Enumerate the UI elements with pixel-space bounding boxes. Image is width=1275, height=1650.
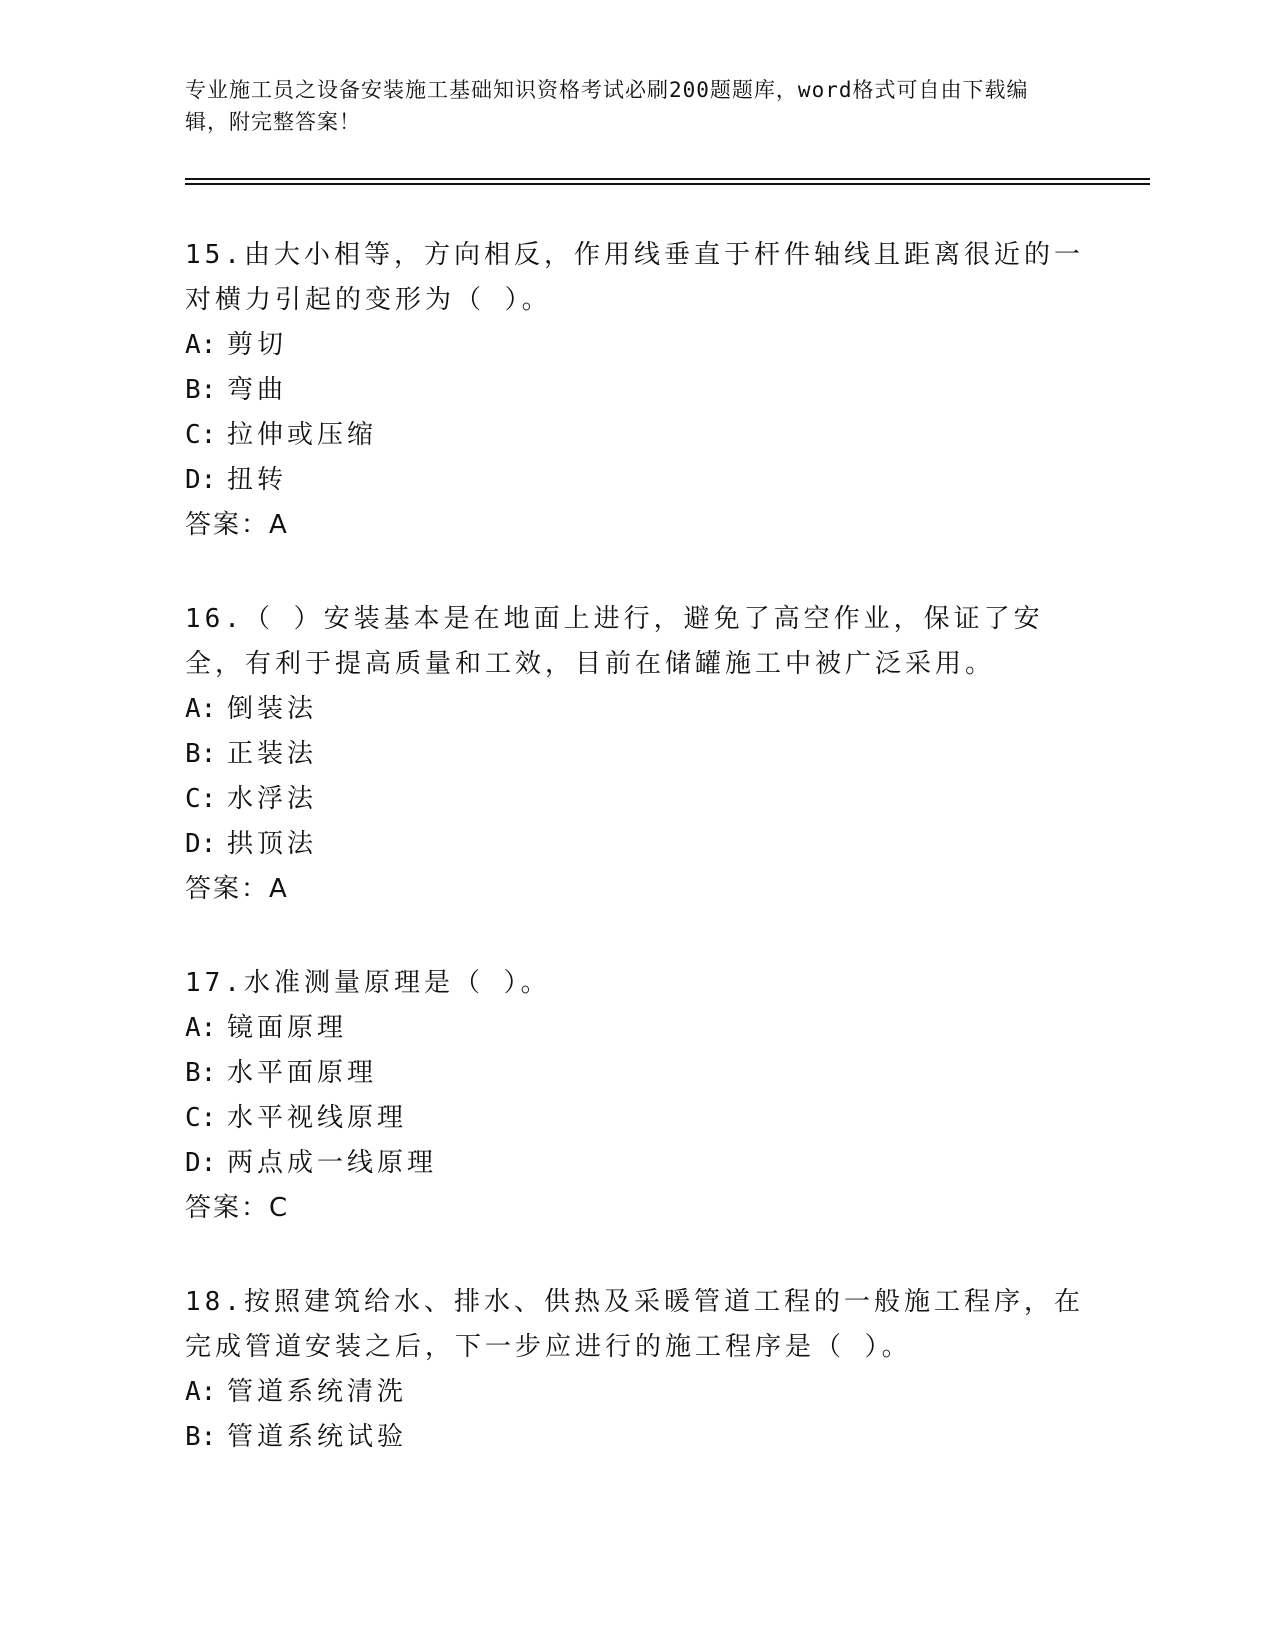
option-text: 拱顶法	[227, 829, 318, 859]
option-letter: A:	[185, 1377, 217, 1407]
answer-line: 答案：A	[185, 874, 289, 904]
option-letter: D:	[185, 465, 217, 495]
option-letter: A:	[185, 330, 217, 360]
option-c	[185, 777, 1085, 822]
question-stem: 17.水准测量原理是（ ）。	[185, 968, 551, 998]
option-a	[185, 1370, 1085, 1415]
question-stem: 16.（ ）安装基本是在地面上进行，避免了高空作业，保证了安全，有利于提高质量和工效，目前在储罐施工中被广泛采用。	[185, 604, 1044, 679]
option-text: 剪切	[227, 330, 288, 360]
question-16	[185, 597, 1085, 912]
option-text: 镜面原理	[227, 1013, 348, 1043]
option-letter: B:	[185, 1058, 217, 1088]
option-b	[185, 1415, 1085, 1460]
option-letter: D:	[185, 829, 217, 859]
option-b	[185, 368, 1085, 413]
option-d	[185, 458, 1085, 503]
option-b	[185, 1051, 1085, 1096]
option-letter: B:	[185, 739, 217, 769]
option-text: 水平视线原理	[227, 1103, 408, 1133]
option-text: 正装法	[227, 739, 318, 769]
question-stem: 18.按照建筑给水、排水、供热及采暖管道工程的一般施工程序，在完成管道安装之后，下一步应进行的施工程序是（ ）。	[185, 1287, 1084, 1362]
option-a	[185, 1006, 1085, 1051]
option-text: 管道系统试验	[227, 1422, 408, 1452]
document-title: 专业施工员之设备安装施工基础知识资格考试必刷200题题库，word格式可自由下载编辑，附完整答案！	[185, 78, 1029, 134]
option-letter: B:	[185, 375, 217, 405]
answer-line: 答案：C	[185, 1193, 290, 1223]
option-letter: A:	[185, 1013, 217, 1043]
option-d	[185, 1141, 1085, 1186]
option-a	[185, 687, 1085, 732]
question-15	[185, 233, 1085, 548]
option-text: 拉伸或压缩	[227, 420, 378, 450]
option-letter: C:	[185, 420, 217, 450]
answer-line: 答案：A	[185, 510, 289, 540]
option-c	[185, 413, 1085, 458]
option-letter: D:	[185, 1148, 217, 1178]
option-letter: C:	[185, 1103, 217, 1133]
option-letter: C:	[185, 784, 217, 814]
document-header	[185, 74, 1065, 138]
option-letter: B:	[185, 1422, 217, 1452]
question-17	[185, 961, 1085, 1231]
option-b	[185, 732, 1085, 777]
option-text: 水浮法	[227, 784, 318, 814]
option-a	[185, 323, 1085, 368]
question-stem: 15.由大小相等，方向相反，作用线垂直于杆件轴线且距离很近的一对横力引起的变形为（ ）。	[185, 240, 1084, 315]
option-c	[185, 1096, 1085, 1141]
header-divider-bottom	[185, 183, 1150, 185]
question-18	[185, 1280, 1085, 1460]
option-text: 管道系统清洗	[227, 1377, 408, 1407]
option-d	[185, 822, 1085, 867]
option-text: 两点成一线原理	[227, 1148, 438, 1178]
header-divider-top	[185, 178, 1150, 180]
option-text: 倒装法	[227, 694, 318, 724]
option-text: 扭转	[227, 465, 288, 495]
option-letter: A:	[185, 694, 217, 724]
option-text: 弯曲	[227, 375, 288, 405]
option-text: 水平面原理	[227, 1058, 378, 1088]
